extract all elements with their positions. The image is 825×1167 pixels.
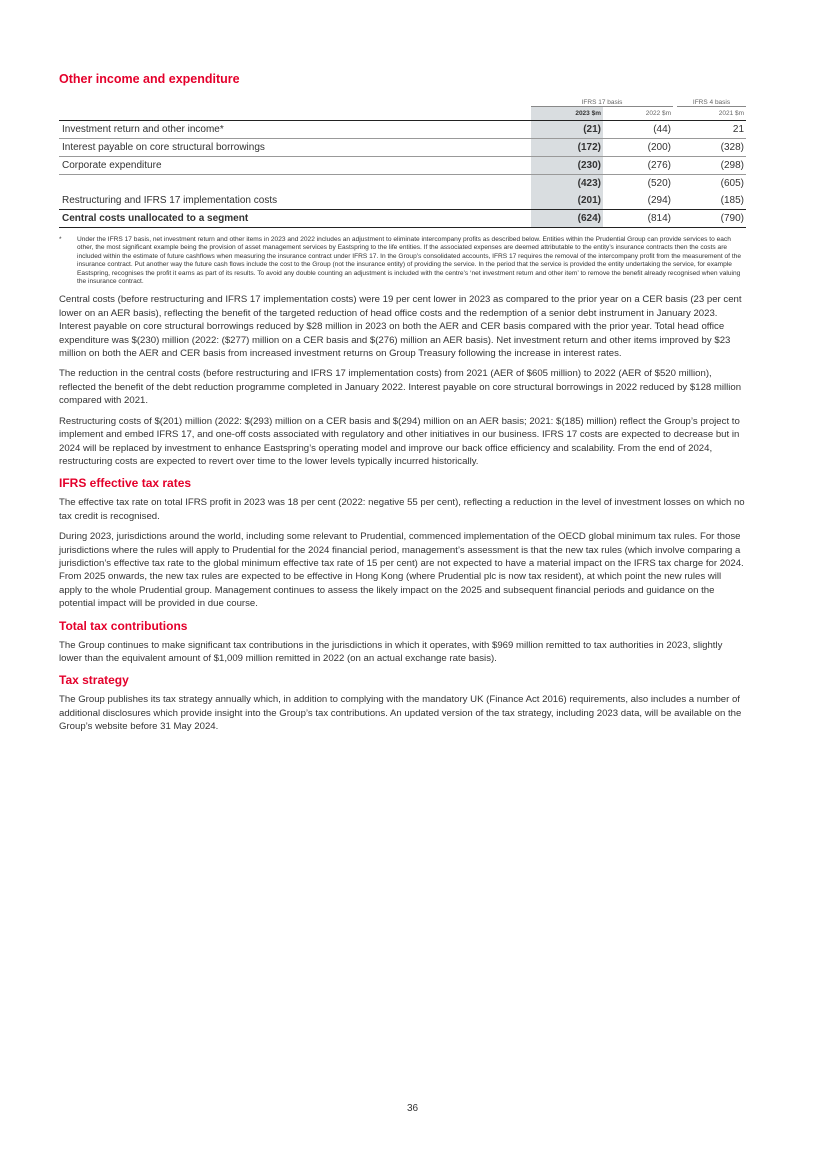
table-row	[59, 157, 746, 175]
row-label: Restructuring and IFRS 17 implementation costs	[59, 192, 531, 210]
row-value-2022: (276)	[603, 157, 673, 175]
other-income-table	[59, 94, 746, 228]
row-value-2022: (814)	[603, 210, 673, 228]
paragraph: The effective tax rate on total IFRS profit in 2023 was 18 per cent (2022: negative 55 per cent), reflecting a reduction in the level of investment losses on which no tax credit is recognised.	[59, 497, 745, 522]
paragraph: Central costs (before restructuring and IFRS 17 implementation costs) were 19 per cent lower in 2023 as compared to the prior year on a CER basis (23 per cent lower on an AER basis), reflecting the benefit of the targeted reduction of head office costs and the redemption of a senior debt instrument in January 2023. Interest payable on core structural borrowings reduced by $28 million in 2023 on both the AER and CER basis compared with the prior year. Total head office expenditure was $(230) million (2022: ($277) million on a CER basis and $(276) million an AER basis). Net investment return and other items improved by $23 million on both the AER and CER basis from increased investment returns on Group Treasury following the increase in interest rates.	[59, 294, 742, 360]
row-value-2021: (185)	[677, 192, 746, 210]
row-value-2023: (172)	[531, 139, 603, 157]
year-header-2021: 2021 $m	[677, 107, 746, 121]
section-title-other-income: Other income and expenditure	[59, 72, 240, 86]
page-number: 36	[406, 1103, 419, 1114]
row-value-2021: (298)	[677, 157, 746, 175]
row-label: Interest payable on core structural borrowings	[59, 139, 531, 157]
table-footnote	[59, 236, 746, 286]
section-title-tax-rates: IFRS effective tax rates	[59, 476, 192, 491]
row-value-2021: (605)	[720, 178, 745, 189]
row-value-2023: (423)	[531, 175, 603, 193]
row-value-2022: (294)	[603, 192, 673, 210]
paragraph: The reduction in the central costs (before restructuring and IFRS 17 implementation costs) from 2021 (AER of $605 million) to 2022 (AER of $520 million), reflected the benefit of the debt reduction programme completed in January 2022. Interest payable on core structural borrowings in 2022 reduced by $128 million compared with 2021.	[59, 368, 742, 407]
table-row	[59, 139, 746, 157]
paragraph: Restructuring costs of $(201) million (2022: $(293) million on a CER basis and $(294) million on an AER basis; 2021: $(185) million) reflect the Group’s project to implement and embed IFRS 17, and one-off costs associated with regulatory and other initiatives in our business. IFRS 17 costs are expected to decrease but in 2024 will be replaced by investment to enhance Eastspring’s operating model and improve our back office efficiency and scalability. From the end of 2024, restructuring costs are expected to revert over time to the lower levels typically incurred historically.	[59, 415, 740, 467]
paragraph: During 2023, jurisdictions around the world, including some relevant to Prudential, commenced implementation of the OECD global minimum tax rules. For those jurisdictions where the rules will apply to Prudential for the 2024 financial period, management’s assessment is that the new tax rules (which involve comparing a jurisdiction’s effective tax rate to the global minimum effective tax rate of 15 per cent) are not expected to have a material impact on the IFRS tax charge for 2024. From 2025 onwards, the new tax rules are expected to be effective in Hong Kong (where Prudential plc is now tax resident), at which point the new rules will apply to the whole Prudential group. Management continues to assess the likely impact on the 2025 and subsequent financial periods and guidance on the potential impact will be provided in due course.	[59, 531, 744, 610]
row-value-2022: (520)	[647, 178, 672, 189]
row-value-2021: 21	[677, 121, 746, 139]
row-value-2023: (21)	[531, 121, 603, 139]
year-header-2023: 2023 $m	[531, 107, 603, 121]
row-label	[59, 175, 531, 193]
row-value-2021: (328)	[677, 139, 746, 157]
table-group-header-row	[59, 94, 746, 107]
row-label: Corporate expenditure	[59, 157, 531, 175]
table-row-total	[59, 210, 746, 228]
footnote-mark: *	[59, 236, 62, 243]
row-value-2021: (790)	[677, 210, 746, 228]
row-value-2023: (201)	[531, 192, 603, 210]
table-row	[59, 121, 746, 139]
row-label: Investment return and other income*	[59, 121, 531, 139]
section-title-tax-strategy: Tax strategy	[59, 673, 129, 688]
row-value-2023: (230)	[531, 157, 603, 175]
table-year-header-row	[59, 107, 746, 121]
section-title-tax-contributions: Total tax contributions	[59, 618, 188, 633]
page-content	[59, 70, 746, 734]
row-value-2022: (44)	[603, 121, 673, 139]
footnote-text: Under the IFRS 17 basis, net investment return and other items in 2023 and 2022 includes an adjustment to eliminate intercompany profits as described below. Entities within the Prudential Group can provide services to each other, the most significant example being the provision of asset management services by Eastspring to the life entities. If the associated expenses are deemed attributable to the entity’s insurance contracts then the costs are included within the estimate of future cashflows when measuring the insurance contract under IFRS 17. In the Group’s consolidated accounts, IFRS 17 requires the removal of the intercompany profit from the measurement of the insurance contract. Put another way the future cash flows include the cost to the Group (not the insurance entity) of providing the service. In the period that the service is provided the entity undertaking the service, for example Eastspring, recognises the profit it earns as part of its results. To avoid any double counting an adjustment is included with the centre’s ‘net investment return and other item’ to remove the benefit already recognised when valuing the insurance contract.	[77, 236, 741, 286]
group-header-ifrs4: IFRS 4 basis	[677, 94, 746, 107]
row-value-2022: (200)	[603, 139, 673, 157]
paragraph: The Group publishes its tax strategy annually which, in addition to complying with the mandatory UK (Finance Act 2016) requirements, also includes a number of additional disclosures which provide insight into the Group’s tax contributions. An updated version of the tax strategy, including 2023 data, will be available on the Group’s website before 31 May 2024.	[59, 694, 742, 733]
year-header-2022: 2022 $m	[603, 107, 673, 121]
table-row	[59, 192, 746, 210]
row-value-2023: (624)	[531, 210, 603, 228]
table-row-subtotal	[59, 175, 746, 193]
row-label: Central costs unallocated to a segment	[59, 210, 531, 228]
group-header-ifrs17: IFRS 17 basis	[531, 94, 673, 107]
paragraph: The Group continues to make significant tax contributions in the jurisdictions in which it operates, with $969 million remitted to tax authorities in 2023, slightly lower than the equivalent amount of $1,009 million remitted in 2022 (on an actual exchange rate basis).	[59, 639, 723, 664]
